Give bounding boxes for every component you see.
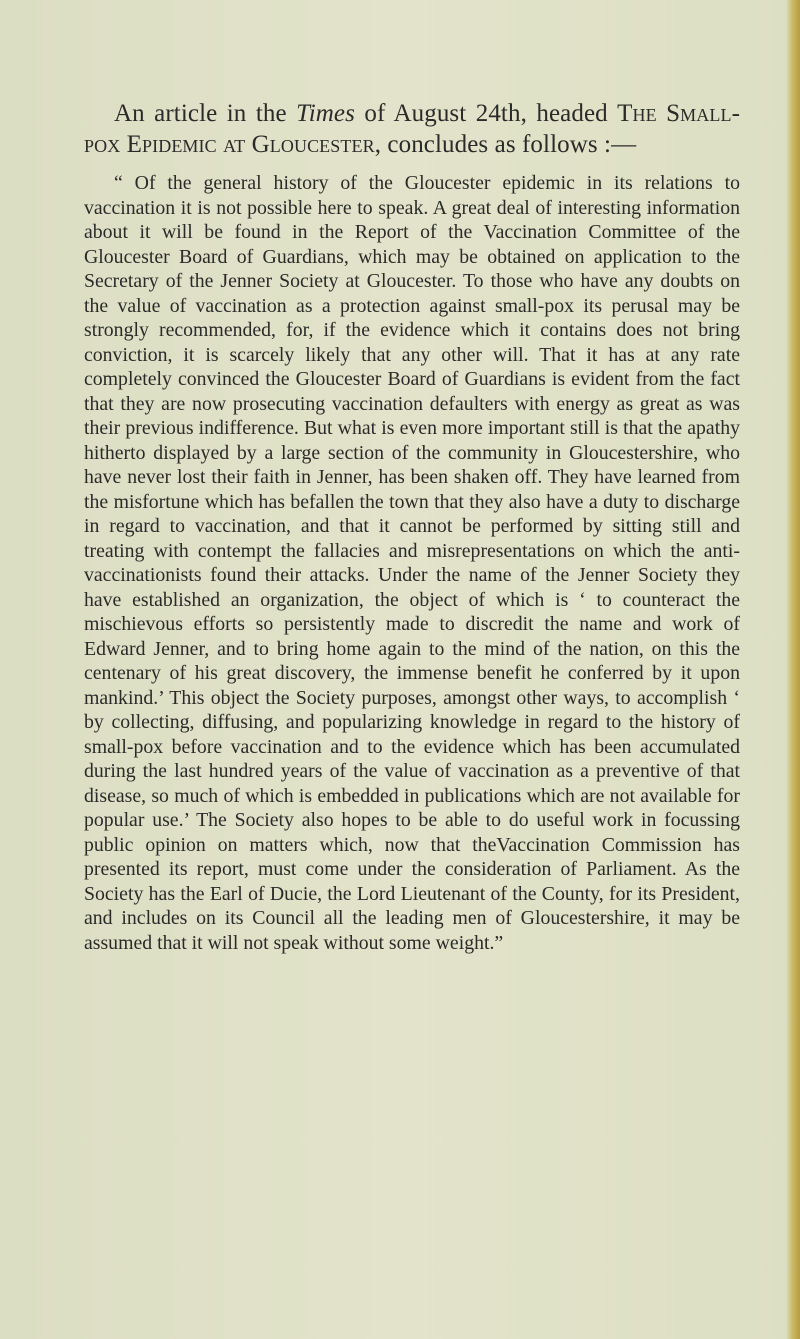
text-block xyxy=(84,98,740,955)
intro-before: An article in the xyxy=(114,100,297,127)
publication-name: Times xyxy=(296,100,355,127)
intro-paragraph xyxy=(84,98,740,160)
intro-middle: of August 24th, headed xyxy=(354,100,618,127)
intro-after: , concludes as follows :— xyxy=(374,131,637,158)
page-edge xyxy=(786,0,800,1339)
article-headline: The Small-pox Epidemic at Gloucester xyxy=(84,100,740,158)
quoted-paragraph: “ Of the general history of the Gloucester epidemic in its relations to vaccination it is not possible here to speak. A great deal of interesting information about it will be found in the Report of the Vaccination Committee of the Gloucester Board of Guardians, which may be obtained on application to the Secretary of the Jenner Society at Gloucester. To those who have any doubts on the value of vaccination as a protection against small-pox its perusal may be strongly recommended, for, if the evidence which it contains does not bring conviction, it is scarcely likely that any other will. That it has at any rate completely convinced the Gloucester Board of Guardians is evident from the fact that they are now prosecuting vaccination defaulters with energy as great as was their previous indifference. But what is even more important still is that the apathy hitherto displayed by a large section of the community in Gloucestershire, who have never lost their faith in Jenner, has been shaken off. They have learned from the misfortune which has befallen the town that they also have a duty to discharge in regard to vaccination, and that it cannot be performed by sitting still and treating with contempt the fallacies and misrepresentations on which the anti-vaccinationists found their attacks. Under the name of the Jenner Society they have established an organization, the object of which is ‘ to counteract the mischievous efforts so persistently made to discredit the name and work of Edward Jenner, and to bring home again to the mind of the nation, on this the centenary of his great discovery, the immense benefit he conferred by it upon mankind.’ This object the Society purposes, amongst other ways, to accomplish ‘ by collecting, diffusing, and popularizing knowledge in regard to the history of small-pox before vaccination and to the evidence which has been accumulated during the last hundred years of the value of vaccination as a preventive of that disease, so much of which is embedded in publications which are not available for popular use.’ The Society also hopes to be able to do useful work in focussing public opinion on matters which, now that theVaccination Commission has presented its report, must come under the consideration of Parliament. As the Society has the Earl of Ducie, the Lord Lieutenant of the County, for its President, and includes on its Council all the leading men of Gloucestershire, it may be assumed that it will not speak without some weight.” xyxy=(84,172,740,954)
